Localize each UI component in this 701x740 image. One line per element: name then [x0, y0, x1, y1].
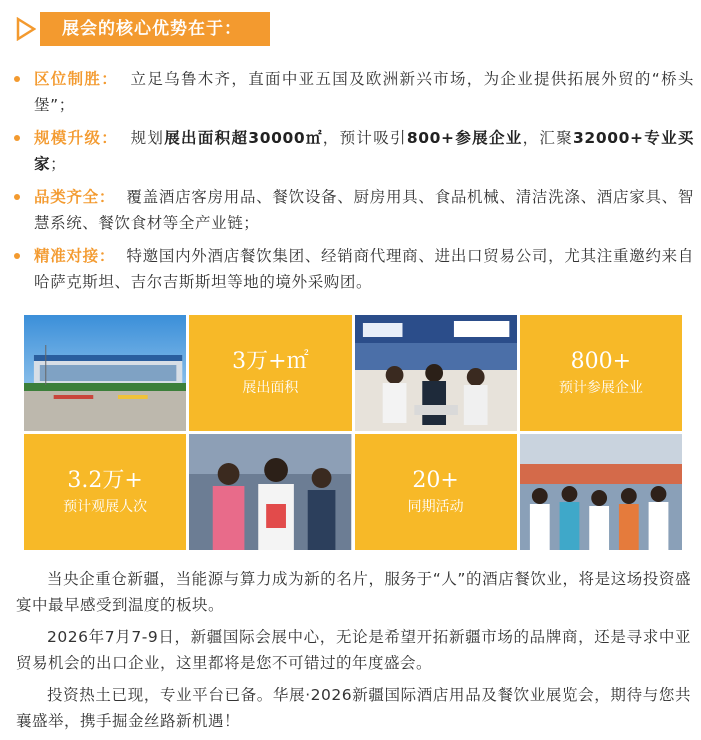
paragraph: 2026年7月7-9日，新疆国际会展中心，无论是希望开拓新疆市场的品牌商，还是寻求中亚贸易机会的出口企业，这里都将是您不可错过的年度盛会。	[16, 628, 691, 672]
bullet-key: 规模升级	[34, 129, 102, 147]
bullet-text: 规划	[130, 129, 165, 147]
bullet-strong: 展出面积超30000㎡	[164, 129, 323, 147]
exhibition-hall-photo	[355, 315, 517, 431]
bullet-key: 区位制胜	[34, 70, 102, 88]
visitors-photo	[189, 434, 351, 550]
list-item: 规模升级： 规划展出面积超30000㎡，预计吸引800+参展企业，汇聚32000+专业买家；	[14, 125, 694, 177]
paragraph: 投资热土已现，专业平台已备。华展·2026新疆国际酒店用品及餐饮业展览会，期待与您共襄盛举，携手掘金丝路新机遇！	[16, 686, 691, 730]
bullet-text: 特邀国内外酒店餐饮集团、经销商代理商、进出口贸易公司，尤其注重邀约来自哈萨克斯坦、吉尔吉斯斯坦等地的境外采购团。	[34, 247, 694, 291]
list-item: 区位制胜： 立足乌鲁木齐，直面中亚五国及欧洲新兴市场，为企业提供拓展外贸的“桥头堡”；	[14, 66, 694, 118]
bullet-strong: 800+参展企业	[406, 129, 523, 147]
stat-label: 预计观展人次	[63, 499, 148, 515]
venue-photo	[24, 315, 186, 431]
list-item: 品类齐全： 覆盖酒店客房用品、餐饮设备、厨房用具、食品机械、清洁洗涤、酒店家具、智慧系统、餐饮食材等全产业链；	[14, 184, 694, 236]
bullet-strong: 32000+专业买家	[34, 129, 695, 173]
stat-value: 20+	[412, 468, 459, 493]
bullet-key: 精准对接	[34, 247, 99, 265]
stat-label: 展出面积	[242, 380, 299, 396]
body-text	[16, 566, 691, 740]
stat-label: 同期活动	[407, 499, 464, 515]
section-header	[16, 12, 270, 46]
paragraph: 当央企重仓新疆，当能源与算力成为新的名片，服务于“人”的酒店餐饮业，将是这场投资盛宴中最早感受到温度的板块。	[16, 570, 691, 614]
stat-value: 3万+㎡	[232, 349, 309, 374]
bullet-dot-icon	[14, 135, 20, 141]
stat-tile-exhibitors	[520, 315, 682, 431]
play-triangle-icon	[16, 17, 36, 41]
bullet-key: 品类齐全	[34, 188, 99, 206]
stats-photo-grid	[24, 315, 682, 550]
stat-tile-events	[355, 434, 517, 550]
stat-value: 3.2万+	[67, 468, 143, 493]
bullet-dot-icon	[14, 76, 20, 82]
bullet-text: 覆盖酒店客房用品、餐饮设备、厨房用具、食品机械、清洁洗涤、酒店家具、智慧系统、餐饮食材等全产业链；	[34, 188, 694, 232]
stat-tile-visitors	[24, 434, 186, 550]
stat-value: 800+	[570, 349, 632, 374]
advantages-list	[14, 66, 694, 302]
stat-label: 预计参展企业	[558, 380, 643, 396]
bullet-dot-icon	[14, 253, 20, 259]
section-title: 展会的核心优势在于：	[40, 12, 270, 46]
crowd-photo	[520, 434, 682, 550]
bullet-dot-icon	[14, 194, 20, 200]
bullet-text: 立足乌鲁木齐，直面中亚五国及欧洲新兴市场，为企业提供拓展外贸的“桥头堡”；	[34, 70, 694, 114]
list-item: 精准对接： 特邀国内外酒店餐饮集团、经销商代理商、进出口贸易公司，尤其注重邀约来自哈萨克斯坦、吉尔吉斯斯坦等地的境外采购团。	[14, 243, 694, 295]
stat-tile-area	[189, 315, 351, 431]
